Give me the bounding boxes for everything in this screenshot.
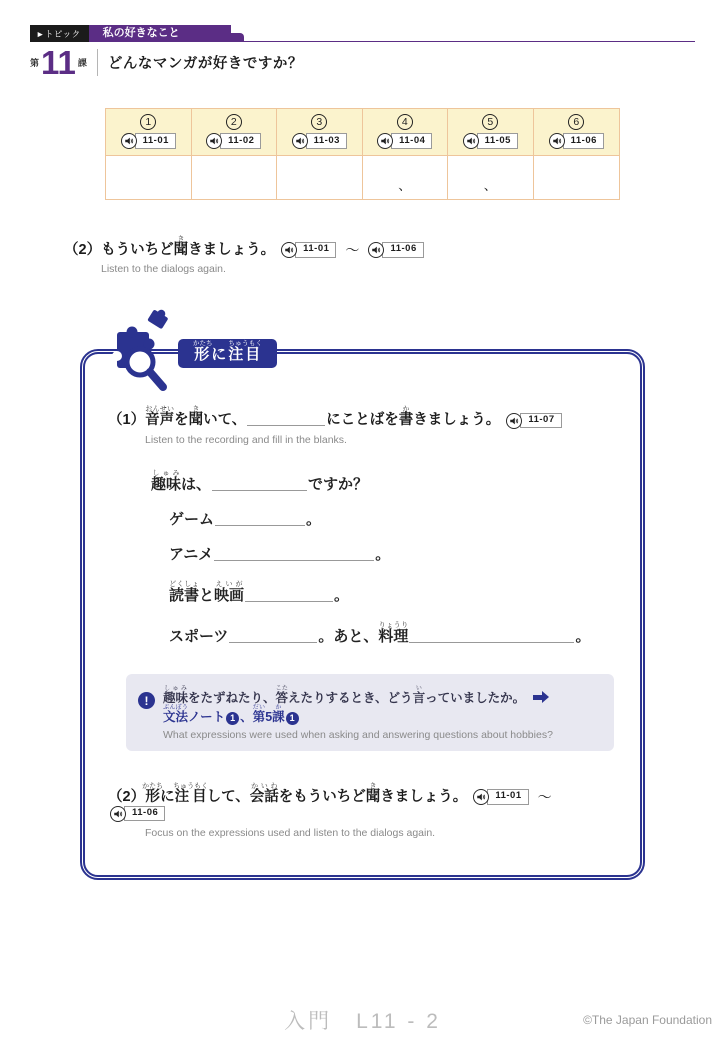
circled-number: 4 bbox=[397, 114, 413, 130]
circled-digit-badge: 1 bbox=[226, 712, 239, 725]
audio-track-label: 11-01 bbox=[135, 133, 176, 149]
audio-track-label: 11-03 bbox=[306, 133, 347, 149]
puzzle-magnifier-icon bbox=[111, 304, 177, 392]
audio-chip[interactable] bbox=[463, 133, 518, 149]
table-answer-cell[interactable] bbox=[534, 156, 620, 199]
speaker-icon bbox=[463, 133, 479, 149]
speaker-icon bbox=[281, 242, 297, 258]
lesson-prefix: 第 bbox=[30, 58, 40, 69]
section-listen-again bbox=[64, 236, 725, 276]
circled-number: 5 bbox=[482, 114, 498, 130]
fill-blanks-instruction bbox=[108, 406, 614, 429]
audio-chip[interactable] bbox=[206, 133, 261, 149]
instruction-text: （2）形かたちに注目ちゅうもくして、会話かいわをもういちど聞ききましょう。 bbox=[108, 782, 468, 805]
focus-banner-title: 形かたちに注目ちゅうもく bbox=[193, 340, 263, 364]
fill-line-reading-movies[interactable]: 読書どくしょと映画えいが。 bbox=[169, 581, 350, 605]
audio-track-label: 11-01 bbox=[295, 242, 336, 258]
page-title: どんなマンガが好きですか？ bbox=[107, 56, 303, 73]
topic-title: 私の好きなこと bbox=[102, 27, 180, 39]
speaker-icon bbox=[292, 133, 308, 149]
blank-underline[interactable] bbox=[214, 549, 374, 561]
lesson-number-value: 11 bbox=[41, 44, 76, 81]
audio-chip[interactable] bbox=[292, 133, 347, 149]
copyright-text: ©The Japan Foundation bbox=[583, 1013, 712, 1027]
lesson-suffix: 課 bbox=[77, 58, 87, 69]
circled-number: 2 bbox=[226, 114, 242, 130]
table-answer-cell[interactable]: 、 bbox=[448, 156, 534, 199]
blank-underline[interactable] bbox=[409, 631, 574, 643]
focus-banner bbox=[178, 339, 277, 367]
table-header-cell bbox=[363, 109, 449, 156]
audio-chip[interactable] bbox=[121, 133, 176, 149]
blank-underline[interactable] bbox=[212, 479, 307, 491]
lesson-code: 入門 L11 - 2 bbox=[284, 1010, 441, 1033]
instruction-translation: Focus on the expressions used and listen to the dialogs again. bbox=[145, 827, 436, 839]
table-answer-cell[interactable] bbox=[106, 156, 192, 199]
arrow-right-icon bbox=[533, 691, 549, 703]
note-translation: What expressions were used when asking and answering questions about hobbies? bbox=[163, 728, 553, 741]
speaker-icon bbox=[121, 133, 137, 149]
range-tilde: ～ bbox=[537, 788, 552, 805]
circled-number: 1 bbox=[140, 114, 156, 130]
blank-underline[interactable] bbox=[215, 514, 305, 526]
section-fill-blanks bbox=[108, 406, 614, 446]
table-header-cell bbox=[448, 109, 534, 156]
blank-underline[interactable] bbox=[229, 631, 317, 643]
audio-chip[interactable] bbox=[473, 789, 528, 805]
fill-line-anime[interactable]: アニメ 。 bbox=[169, 546, 391, 564]
audio-chip[interactable] bbox=[549, 133, 604, 149]
dialog-answer-table bbox=[105, 108, 620, 200]
audio-track-label: 11-04 bbox=[391, 133, 432, 149]
audio-chip[interactable] bbox=[110, 806, 165, 822]
circled-number: 3 bbox=[311, 114, 327, 130]
speaker-icon bbox=[377, 133, 393, 149]
fill-line-question[interactable]: 趣味しゅみは、 ですか？ bbox=[151, 470, 369, 494]
focus-on-form-box bbox=[80, 340, 645, 880]
note-question-text: 趣味しゅみをたずねたり、答こたえたりするとき、どう言いっていましたか。 bbox=[163, 686, 526, 706]
note-question bbox=[163, 685, 602, 726]
section-focus-listen bbox=[108, 783, 614, 839]
audio-chip[interactable] bbox=[506, 413, 561, 429]
table-answer-cell[interactable]: 、 bbox=[363, 156, 449, 199]
instruction-text: （2）もういちど聞ききましょう。 bbox=[64, 235, 276, 258]
instruction-translation: Listen to the dialogs again. bbox=[101, 263, 226, 276]
exclamation-icon: ! bbox=[138, 692, 155, 709]
circled-number: 6 bbox=[568, 114, 584, 130]
grammar-note-reference[interactable]: 文法ぶんぽうノート 1 、第だい5課か1 bbox=[163, 710, 300, 724]
table-header-cell bbox=[534, 109, 620, 156]
speaker-icon bbox=[110, 806, 126, 822]
page-footer bbox=[0, 1005, 725, 1031]
blank-underline[interactable] bbox=[247, 414, 325, 426]
audio-track-label: 11-06 bbox=[563, 133, 604, 149]
topic-header bbox=[30, 25, 695, 42]
table-header-cell bbox=[106, 109, 192, 156]
instruction-translation: Listen to the recording and fill in the blanks. bbox=[145, 434, 347, 447]
audio-track-label: 11-05 bbox=[477, 133, 518, 149]
audio-track-label: 11-07 bbox=[520, 413, 561, 429]
speaker-icon bbox=[549, 133, 565, 149]
audio-track-label: 11-06 bbox=[382, 242, 423, 258]
fill-line-game[interactable]: ゲーム 。 bbox=[169, 511, 322, 529]
topic-title-bar bbox=[89, 25, 231, 42]
focus-listen-instruction bbox=[108, 783, 614, 822]
audio-chip[interactable] bbox=[281, 242, 336, 258]
speaker-icon bbox=[206, 133, 222, 149]
audio-chip[interactable] bbox=[377, 133, 432, 149]
grammar-note-box bbox=[126, 674, 614, 751]
vertical-divider bbox=[97, 49, 98, 76]
note-row bbox=[138, 685, 602, 726]
table-answer-cell[interactable] bbox=[192, 156, 278, 199]
listen-again-instruction bbox=[64, 236, 725, 259]
fill-line-sports-cooking[interactable]: スポーツ 。あと、料理りょうり。 bbox=[169, 622, 591, 646]
speaker-icon bbox=[506, 413, 522, 429]
header-rule-line bbox=[244, 25, 695, 42]
audio-chip[interactable] bbox=[368, 242, 423, 258]
lesson-header bbox=[30, 44, 725, 81]
table-answer-cell[interactable] bbox=[277, 156, 363, 199]
circled-digit-badge: 1 bbox=[286, 712, 299, 725]
audio-track-label: 11-06 bbox=[124, 806, 165, 822]
table-header-cell bbox=[277, 109, 363, 156]
instruction-text: （1）音声おんせいを聞きいて、 にことばを書かきましょう。 bbox=[108, 406, 501, 429]
fill-in-lines bbox=[151, 470, 614, 646]
audio-track-label: 11-01 bbox=[487, 789, 528, 805]
table-header-cell bbox=[192, 109, 278, 156]
audio-track-label: 11-02 bbox=[220, 133, 261, 149]
topic-tag: ►トピック bbox=[30, 25, 89, 42]
range-tilde: ～ bbox=[345, 241, 360, 258]
blank-underline[interactable] bbox=[245, 590, 333, 602]
lesson-number bbox=[30, 44, 87, 81]
